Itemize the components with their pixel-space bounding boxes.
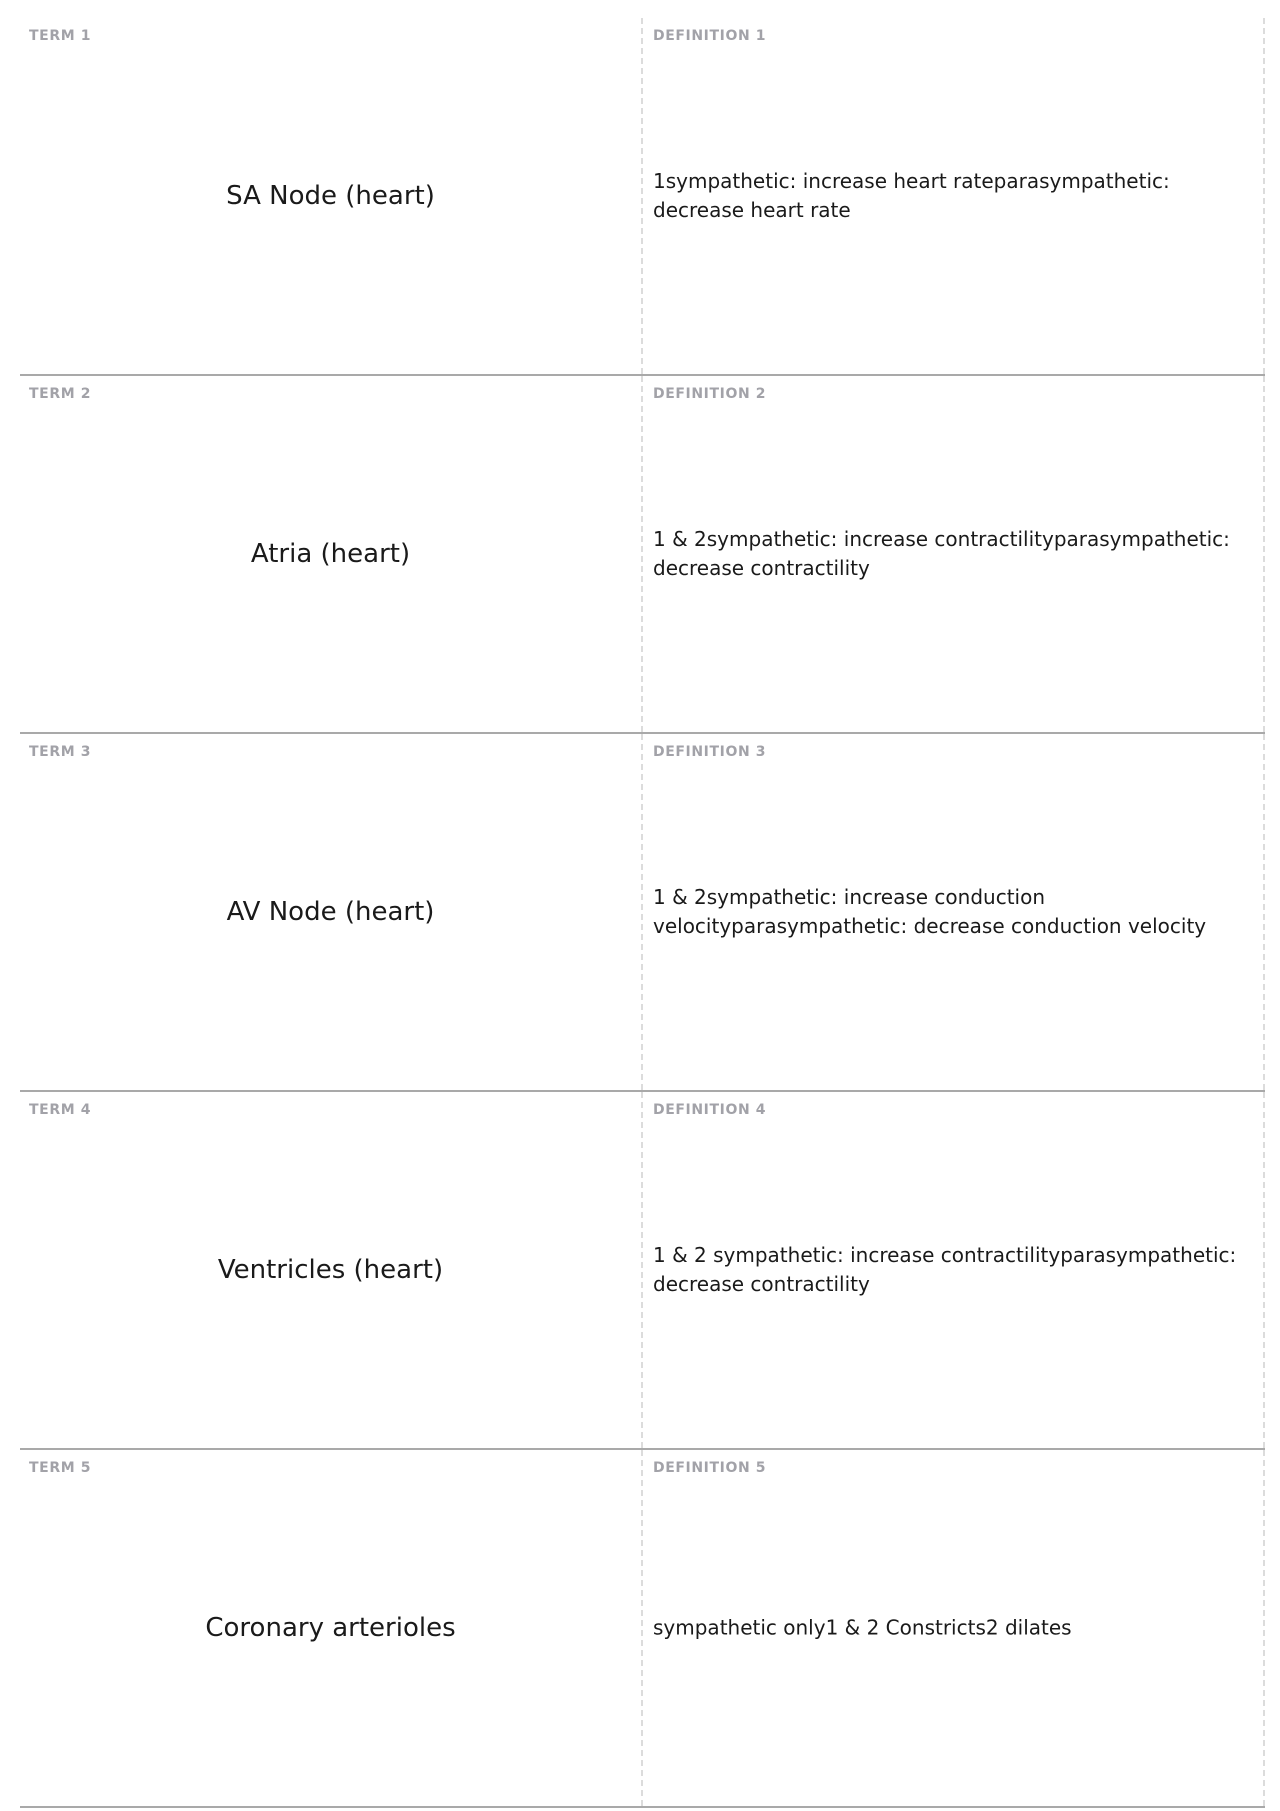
definition-label: DEFINITION 3 xyxy=(653,744,767,760)
definition-cell xyxy=(643,1450,1265,1806)
term-label: TERM 1 xyxy=(29,28,92,44)
term-text: AV Node (heart) xyxy=(226,897,435,927)
flashcard-row xyxy=(20,734,1265,1092)
flashcard-row xyxy=(20,376,1265,734)
definition-cell xyxy=(643,18,1265,374)
definition-text: 1 & 2sympathetic: increase contractilityparasympathetic: decrease contractility xyxy=(653,527,1230,580)
term-text: Atria (heart) xyxy=(250,539,411,569)
definition-cell xyxy=(643,734,1265,1090)
definition-cell xyxy=(643,376,1265,732)
term-text: Coronary arterioles xyxy=(205,1613,456,1643)
flashcard-sheet xyxy=(20,18,1265,1808)
definition-text: 1 & 2 sympathetic: increase contractilityparasympathetic: decrease contractility xyxy=(653,1243,1237,1296)
flashcard-row xyxy=(20,18,1265,376)
definition-text: 1 & 2sympathetic: increase conduction velocityparasympathetic: decrease conduction velocity xyxy=(653,885,1207,938)
term-label: TERM 5 xyxy=(29,1460,92,1476)
definition-cell xyxy=(643,1092,1265,1448)
flashcard-row xyxy=(20,1450,1265,1808)
term-cell xyxy=(20,376,643,732)
term-cell xyxy=(20,1450,643,1806)
term-text: SA Node (heart) xyxy=(226,181,435,211)
definition-text: 1sympathetic: increase heart rateparasympathetic: decrease heart rate xyxy=(653,169,1170,222)
term-cell xyxy=(20,1092,643,1448)
term-label: TERM 4 xyxy=(29,1102,92,1118)
definition-label: DEFINITION 1 xyxy=(653,28,767,44)
definition-label: DEFINITION 4 xyxy=(653,1102,767,1118)
definition-text: sympathetic only1 & 2 Constricts2 dilates xyxy=(653,1615,1072,1640)
term-cell xyxy=(20,734,643,1090)
flashcard-row xyxy=(20,1092,1265,1450)
term-label: TERM 2 xyxy=(29,386,92,402)
definition-label: DEFINITION 5 xyxy=(653,1460,767,1476)
term-text: Ventricles (heart) xyxy=(217,1255,444,1285)
term-label: TERM 3 xyxy=(29,744,92,760)
definition-label: DEFINITION 2 xyxy=(653,386,767,402)
term-cell xyxy=(20,18,643,374)
